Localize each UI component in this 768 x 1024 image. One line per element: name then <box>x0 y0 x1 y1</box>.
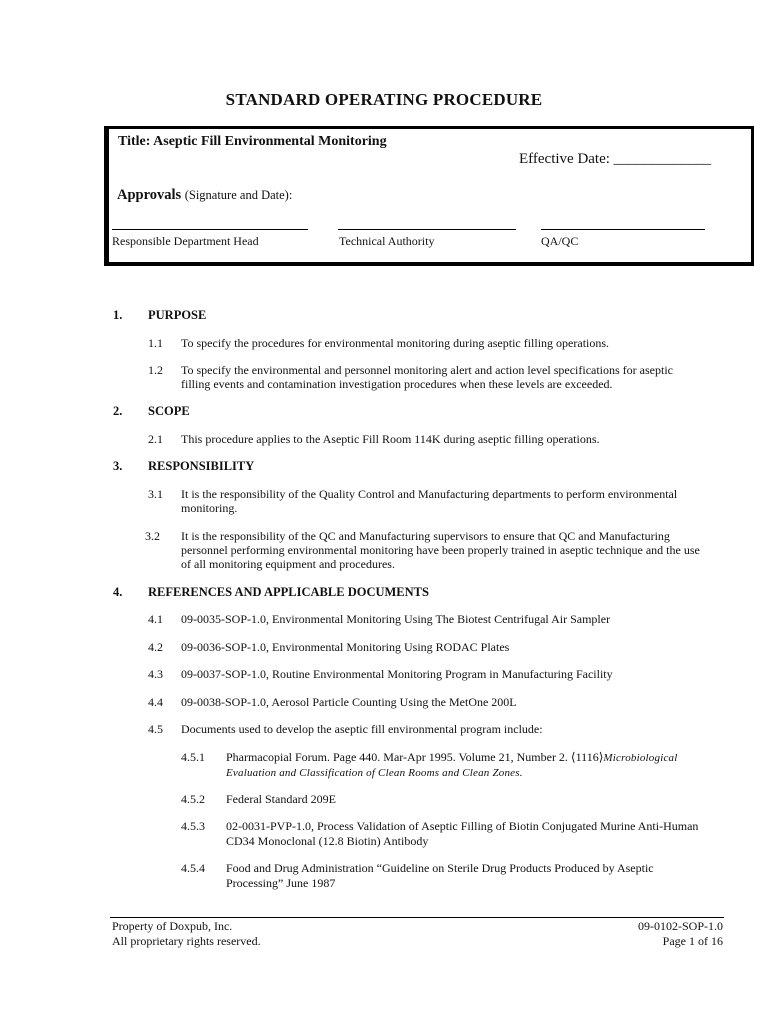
item-number: 3.2 <box>145 529 160 543</box>
item-text: To specify the procedures for environmental monitoring during aseptic filling operations. <box>181 336 610 350</box>
section-number: 3. <box>113 459 123 473</box>
signature-label-qaqc: QA/QC <box>541 234 579 248</box>
subitem-text: Food and Drug Administration “Guideline on Sterile Drug Products Produced by Aseptic Processing” June 1987 <box>226 861 654 890</box>
section-title-responsibility: RESPONSIBILITY <box>148 459 255 473</box>
item-number: 4.4 <box>148 695 163 709</box>
item-text: This procedure applies to the Aseptic Fill Room 114K during aseptic filling operations. <box>181 432 600 446</box>
signature-label-technical-authority: Technical Authority <box>339 234 435 248</box>
footer-right <box>638 919 723 949</box>
item-text: 09-0035-SOP-1.0, Environmental Monitoring Using The Biotest Centrifugal Air Sampler <box>181 612 611 626</box>
item-number: 3.1 <box>148 487 163 501</box>
page-title: STANDARD OPERATING PROCEDURE <box>225 90 543 109</box>
item-text: 09-0036-SOP-1.0, Environmental Monitoring Using RODAC Plates <box>181 640 510 654</box>
subitem-number: 4.5.4 <box>181 861 205 875</box>
section-number: 4. <box>113 585 123 599</box>
section-number: 2. <box>113 404 123 418</box>
item-number: 4.2 <box>148 640 163 654</box>
approvals-label: Approvals <box>117 187 182 203</box>
subitem-text: Pharmacopial Forum. Page 440. Mar-Apr 1995. Volume 21, Number 2. ⟨1116⟩Microbiological Evaluation and Classification of Clean Rooms and Clean Zones. <box>226 750 678 779</box>
footer-left <box>112 919 261 949</box>
subitem-number: 4.5.1 <box>181 750 205 764</box>
item-number: 1.1 <box>148 336 163 350</box>
item-number: 2.1 <box>148 432 163 446</box>
signature-line-dept-head <box>112 229 308 230</box>
footer-company: Property of Doxpub, Inc. <box>112 919 233 933</box>
subitem-text: Federal Standard 209E <box>226 792 336 806</box>
signature-label-dept-head: Responsible Department Head <box>112 234 259 248</box>
item-text: It is the responsibility of the QC and Manufacturing supervisors to ensure that QC and Manufacturing personnel performing environmental monitoring have been properly trained in aseptic technique and the use of all monitoring equipment and procedures. <box>181 529 700 571</box>
item-text: Documents used to develop the aseptic fill environmental program include: <box>181 722 543 736</box>
footer-page-number: Page 1 of 16 <box>662 934 723 948</box>
subitem-text: 02-0031-PVP-1.0, Process Validation of Aseptic Filling of Biotin Conjugated Murine Anti-Human CD34 Monoclonal (12.8 Biotin) Antibody <box>226 819 699 848</box>
footer-doc-number: 09-0102-SOP-1.0 <box>637 919 723 933</box>
item-text: 09-0037-SOP-1.0, Routine Environmental Monitoring Program in Manufacturing Facility <box>181 667 613 681</box>
subitem-number: 4.5.3 <box>181 819 205 833</box>
effective-date: Effective Date: _____________ <box>519 151 712 167</box>
item-text: 09-0038-SOP-1.0, Aerosol Particle Counting Using the MetOne 200L <box>181 695 517 709</box>
section-title-purpose: PURPOSE <box>148 308 207 322</box>
item-number: 4.1 <box>148 612 163 626</box>
item-text: It is the responsibility of the Quality Control and Manufacturing departments to perform environmental monitoring. <box>181 487 678 515</box>
item-number: 4.3 <box>148 667 163 681</box>
footer-rights: All proprietary rights reserved. <box>112 934 261 948</box>
signature-line-qaqc <box>541 229 705 230</box>
document-title: Title: Aseptic Fill Environmental Monitoring <box>118 134 387 149</box>
item-number: 1.2 <box>148 363 163 377</box>
section-title-references: REFERENCES AND APPLICABLE DOCUMENTS <box>148 585 429 599</box>
approvals-hint: (Signature and Date): <box>184 188 293 202</box>
approvals-heading <box>117 187 292 204</box>
item-number: 4.5 <box>148 722 163 736</box>
footer-divider <box>110 917 724 918</box>
subitem-number: 4.5.2 <box>181 792 205 806</box>
signature-line-technical-authority <box>338 229 516 230</box>
item-text: To specify the environmental and personnel monitoring alert and action level specifications for aseptic filling events and contamination investigation procedures when these levels are exceeded. <box>181 363 673 391</box>
section-number: 1. <box>113 308 123 322</box>
section-title-scope: SCOPE <box>148 404 190 418</box>
